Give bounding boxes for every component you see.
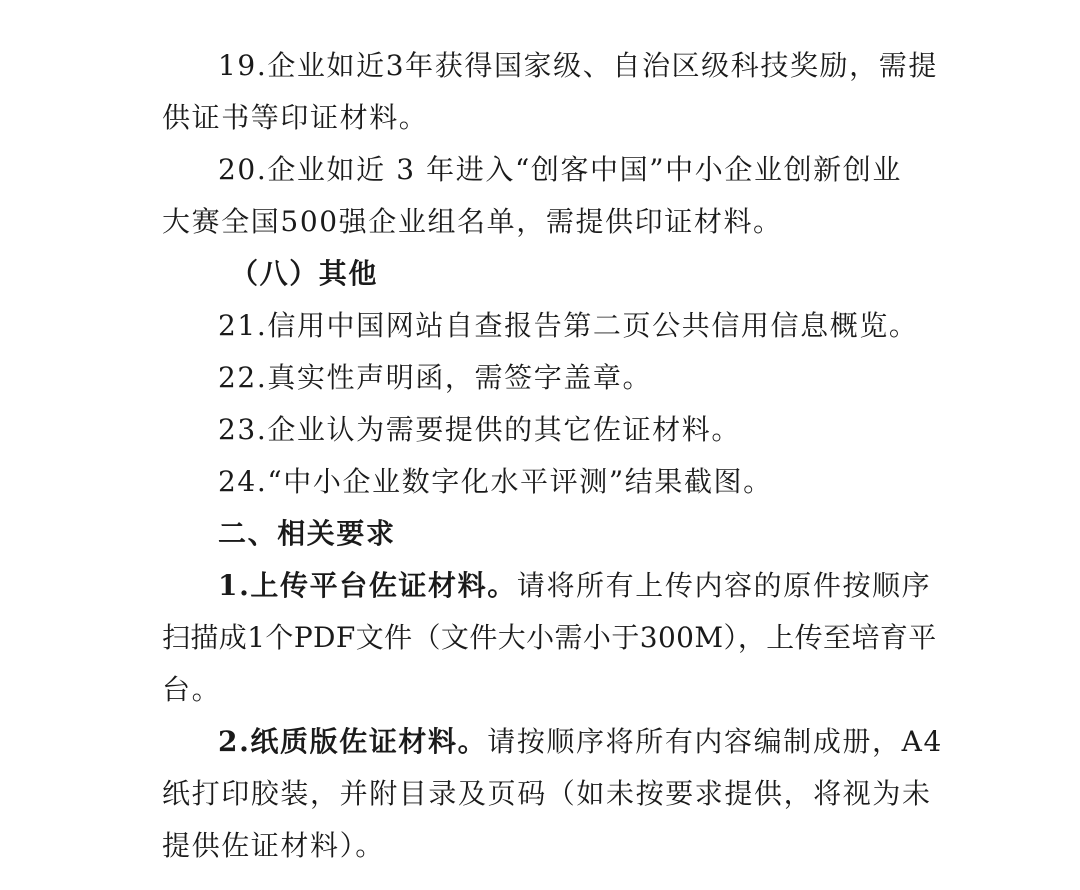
req-1-line-1-text: 请将所有上传内容的原件按顺序 [516,569,932,602]
req-2-line-3: 提供佐证材料）。 [162,829,385,862]
req-1-line-2: 扫描成1个PDF文件（文件大小需小于300M），上传至培育平 [162,621,937,654]
item-21: 21.信用中国网站自查报告第二页公共信用信息概览。 [218,309,919,342]
item-20-line-2: 大赛全国500强企业组名单，需提供印证材料。 [162,205,783,238]
section-requirements-heading: 二、相关要求 [218,517,396,550]
req-2-line-1 [162,716,943,768]
item-19-line-2: 供证书等印证材料。 [162,101,429,134]
item-23: 23.企业认为需要提供的其它佐证材料。 [218,413,741,446]
req-2-title: 2.纸质版佐证材料。 [218,725,488,758]
req-2-line-2: 纸打印胶装，并附目录及页码（如未按要求提供，将视为未 [162,777,932,810]
req-1-title: 1.上传平台佐证材料。 [218,569,517,602]
item-20-line-1: 20.企业如近 3 年进入“创客中国”中小企业创新创业 [218,153,902,186]
req-2-line-1-text: 请按顺序将所有内容编制成册，A4 [487,725,943,758]
item-24: 24.“中小企业数字化水平评测”结果截图。 [218,465,773,498]
item-22: 22.真实性声明函，需签字盖章。 [218,361,653,394]
section-other-heading: （八）其他 [230,257,379,290]
document-page [162,40,943,872]
item-19-line-1: 19.企业如近3年获得国家级、自治区级科技奖励，需提 [218,49,938,82]
req-1-line-3: 台。 [162,673,222,706]
req-1-line-1 [162,560,932,612]
